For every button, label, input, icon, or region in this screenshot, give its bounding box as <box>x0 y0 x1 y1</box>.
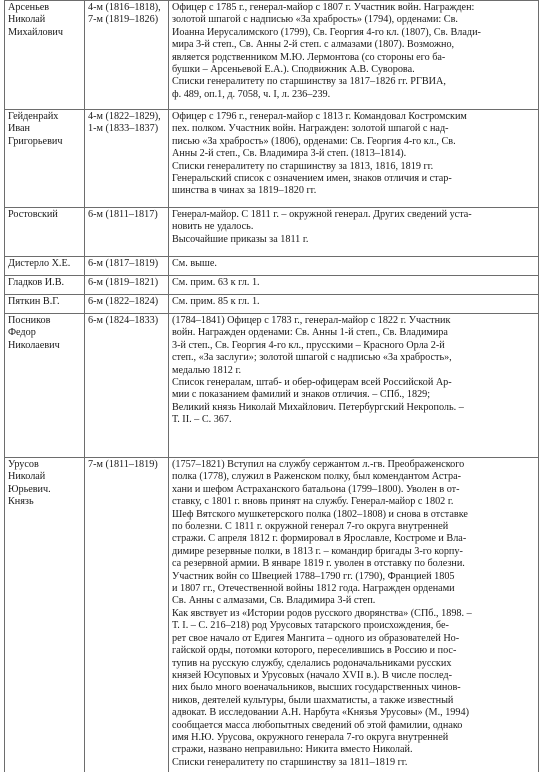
biography-line: (1784–1841) Офицер с 1783 г., генерал-майор с 1822 г. Участник <box>172 315 451 326</box>
biography-line: димире резервные полки, в 1813 г. – командир бригады 3-го корпу- <box>172 545 463 557</box>
biography-line: Т. I. – С. 216–218) род Урусовых татарского происхождения, бе- <box>172 620 449 632</box>
deputy-term-cell <box>85 110 169 208</box>
biography-line: степ., «За заслуги»; золотой шпагой с надписью «За храбрость», <box>172 352 452 364</box>
deputy-term-cell <box>85 295 169 314</box>
person-name-cell <box>5 208 85 257</box>
deputy-term-line: 6-м (1819–1821) <box>88 277 159 288</box>
biography-line: хани и шефом Астраханского батальона (1799–1800). Уволен в от- <box>172 483 460 495</box>
person-name-line: Дистерло Х.Е. <box>8 258 71 269</box>
register-row <box>5 458 539 772</box>
biography-cell <box>169 458 539 772</box>
register-row <box>5 1 539 110</box>
person-name-cell <box>5 257 85 276</box>
person-name-line: Гейденрайх <box>8 111 59 122</box>
biography-line: медалью 1812 г. <box>172 364 242 376</box>
biography-line: рет свое начало от Едигея Мангита – одного из образователей Но- <box>172 632 460 644</box>
person-name-line: Ростовский <box>8 209 58 220</box>
person-name-line: Иван <box>8 123 31 135</box>
biography-cell <box>169 314 539 458</box>
biography-cell <box>169 110 539 208</box>
person-name-cell <box>5 295 85 314</box>
biography-line: золотой шпагой с надписью «За храбрость» (1794), орденами: Св. <box>172 14 458 26</box>
biography-line: сообщается масса любопытных сведений об этой фамилии, однако <box>172 719 463 731</box>
register-table-body <box>5 1 539 772</box>
biography-line: Офицер с 1796 г., генерал-майор с 1813 г. Командовал Костромским <box>172 111 467 122</box>
person-name-cell <box>5 314 85 458</box>
register-row <box>5 314 539 458</box>
generals-register-table <box>4 0 539 772</box>
person-name-line: Пяткин В.Г. <box>8 296 60 307</box>
person-name-line: Михайлович <box>8 26 64 38</box>
biography-cell <box>169 295 539 314</box>
biography-line: князей Юсуповых и Урусовых (начало XVII в.). В числе послед- <box>172 669 452 681</box>
biography-cell <box>169 208 539 257</box>
biography-line: 3-й степ., Св. Георгия 4-го кл., прусскими – Красного Орла 2-й <box>172 339 445 351</box>
deputy-term-line: 7-м (1819–1826) <box>88 14 159 26</box>
biography-line: Генерал-майор. С 1811 г. – окружной генерал. Других сведений уста- <box>172 209 472 220</box>
biography-line: См. прим. 63 к гл. 1. <box>172 277 260 288</box>
biography-line: является родственником М.Ю. Лермонтова (со стороны его ба- <box>172 51 446 63</box>
biography-line: по болезни. С 1811 г. окружной генерал 7-го округа внутренней <box>172 521 449 533</box>
biography-line: См. выше. <box>172 258 217 269</box>
person-name-line: Князь <box>8 496 34 508</box>
biography-line: полка (1778), служил в Раженском полку, был комендантом Астра- <box>172 471 462 483</box>
person-name-line: Гладков И.В. <box>8 277 65 288</box>
deputy-term-line: 6-м (1824–1833) <box>88 315 159 326</box>
biography-line: (1757–1821) Вступил на службу сержантом л.-гв. Преображенского <box>172 459 465 470</box>
deputy-term-cell <box>85 314 169 458</box>
biography-line: Т. II. – С. 367. <box>172 414 232 426</box>
biography-line: стражи, названо неправильно: Никита вместо Николай. <box>172 744 413 756</box>
deputy-term-line: 6-м (1822–1824) <box>88 296 159 307</box>
biography-line: адвокат. В исследовании А.Н. Нарбута «Князья Урусовы» (М., 1994) <box>172 707 469 719</box>
biography-line: ф. 489, оп.1, д. 7058, ч. I, л. 236–239. <box>172 88 331 100</box>
biography-line: Анны 2-й степ., Св. Владимира 3-й степ. (1813–1814). <box>172 148 407 160</box>
biography-line: См. прим. 85 к гл. 1. <box>172 296 260 307</box>
deputy-term-line: 6-м (1817–1819) <box>88 258 159 269</box>
person-name-cell <box>5 110 85 208</box>
biography-line: Список генералам, штаб- и обер-офицерам всей Российской Ар- <box>172 377 452 389</box>
biography-line: войн. Награжден орденами: Св. Анны 1-й степ., Св. Владимира <box>172 327 448 339</box>
register-row <box>5 110 539 208</box>
biography-line: Офицер с 1785 г., генерал-майор с 1807 г. Участник войн. Награжден: <box>172 2 475 13</box>
biography-line: пех. полком. Участник войн. Награжден: золотой шпагой с над- <box>172 123 449 135</box>
deputy-term-cell <box>85 208 169 257</box>
biography-line: них было много военачальников, высших государственных чинов- <box>172 682 461 694</box>
biography-line: Иоанна Иерусалимского (1799), Св. Георгия 4-го кл. (1807), Св. Влади- <box>172 26 481 38</box>
biography-line: Участник войн со Швецией 1788–1790 гг. (1790), Францией 1805 <box>172 570 455 582</box>
biography-line: ников, деятелей культуры, были шахматисты, а также известный <box>172 694 454 706</box>
biography-cell <box>169 1 539 110</box>
biography-line: тупив на русскую службу, сделались родоначальниками русских <box>172 657 452 669</box>
biography-line: Высочайшие приказы за 1811 г. <box>172 233 309 245</box>
person-name-line: Урусов <box>8 459 39 470</box>
biography-cell <box>169 257 539 276</box>
biography-line: Списки генералитету по старшинству за 1817–1826 гг. РГВИА, <box>172 76 446 88</box>
register-row <box>5 295 539 314</box>
biography-line: Списки генералитету по старшинству за 1813, 1816, 1819 гг. <box>172 160 434 172</box>
biography-line: мии с показанием фамилий и знаков отличия. – СПб., 1829; <box>172 389 431 401</box>
deputy-term-line: 1-м (1833–1837) <box>88 123 159 135</box>
biography-line: гайской орды, потомки которого, переселившись в Россию и пос- <box>172 645 457 657</box>
deputy-term-cell <box>85 458 169 772</box>
person-name-line: Григорьевич <box>8 135 63 147</box>
deputy-term-line: 6-м (1811–1817) <box>88 209 158 220</box>
biography-line: бушки – Арсеньевой Е.А.). Сподвижник А.В. Суворова. <box>172 64 415 76</box>
biography-line: Списки генералитету по старшинству за 1811–1819 гг. <box>172 756 408 768</box>
biography-line: имя Н.Ю. Урусова, окружного генерала 7-го округа внутренней <box>172 731 449 743</box>
biography-line: Св. Анны с алмазами, Св. Владимира 3-й степ. <box>172 595 376 607</box>
person-name-cell <box>5 276 85 295</box>
deputy-term-cell <box>85 257 169 276</box>
biography-line: мира 3-й степ., Св. Анны 2-й степ. с алмазами (1807). Возможно, <box>172 39 455 51</box>
person-name-cell <box>5 458 85 772</box>
deputy-term-cell <box>85 1 169 110</box>
person-name-line: Николаевич <box>8 339 60 351</box>
biography-line: писью «За храбрость» (1806), орденами: Св. Георгия 4-го кл., Св. <box>172 135 456 147</box>
person-name-line: Посников <box>8 315 51 326</box>
biography-line: шинства в чинах за 1819–1820 гг. <box>172 185 317 197</box>
person-name-line: Николай <box>8 14 46 26</box>
person-name-line: Федор <box>8 327 36 339</box>
person-name-line: Юрьевич. <box>8 483 51 495</box>
deputy-term-line: 4-м (1822–1829), <box>88 111 161 122</box>
person-name-line: Арсеньев <box>8 2 50 13</box>
register-row <box>5 276 539 295</box>
deputy-term-line: 4-м (1816–1818), <box>88 2 161 13</box>
deputy-term-line: 7-м (1811–1819) <box>88 459 158 470</box>
biography-line: Как явствует из «Истории родов русского дворянства» (СПб., 1898. – <box>172 607 472 619</box>
biography-line: Шеф Вятского мушкетерского полка (1802–1808) и снова в отставке <box>172 508 468 520</box>
biography-line: новить не удалось. <box>172 221 254 233</box>
person-name-cell <box>5 1 85 110</box>
biography-line: и 1807 гг., Отечественной войны 1812 года. Награжден орденами <box>172 583 455 595</box>
biography-line: ставку, с 1801 г. вновь принят на службу. Генерал-майор с 1802 г. <box>172 496 454 508</box>
person-name-line: Николай <box>8 471 46 483</box>
register-row <box>5 208 539 257</box>
biography-cell <box>169 276 539 295</box>
biography-line: са резервной армии. В январе 1819 г. уволен в отставку по болезни. <box>172 558 465 570</box>
deputy-term-cell <box>85 276 169 295</box>
register-row <box>5 257 539 276</box>
biography-line: стражи. С апреля 1812 г. формировал в Ярославле, Костроме и Вла- <box>172 533 467 545</box>
biography-line: Генеральский список с означением имен, знаков отличия и стар- <box>172 173 452 185</box>
biography-line: Великий князь Николай Михайлович. Петербургский Некрополь. – <box>172 401 464 413</box>
